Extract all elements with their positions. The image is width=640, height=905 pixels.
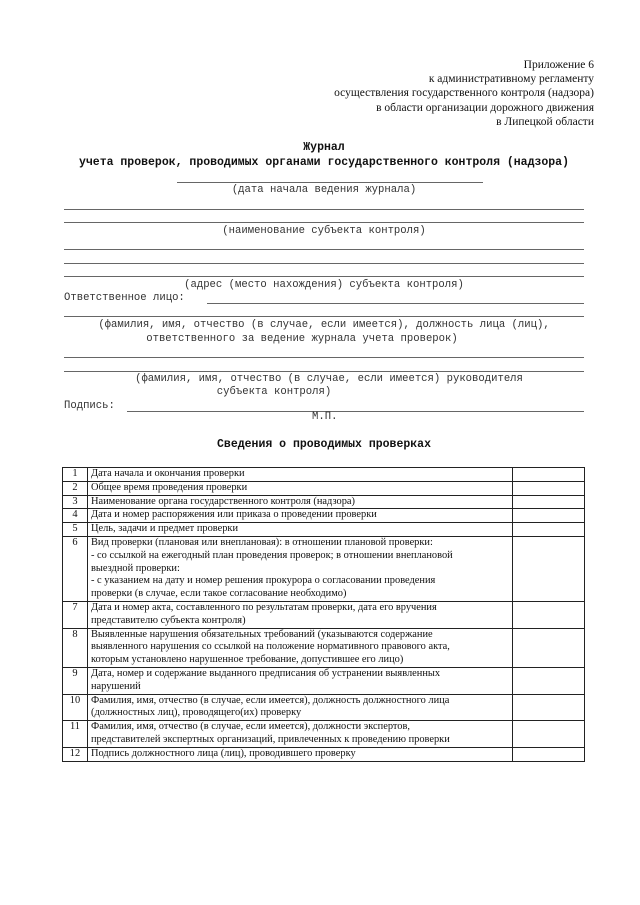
row-description-line: Вид проверки (плановая или внеплановая): в отношении плановой проверки: [91, 536, 433, 548]
table-row [63, 495, 585, 509]
checks-table [62, 467, 585, 762]
start-date-caption: (дата начала ведения журнала) [231, 184, 417, 196]
row-description-line: Дата и номер акта, составленного по результатам проверки, дата его вручения [91, 601, 437, 613]
row-description [88, 747, 513, 761]
row-description [88, 628, 513, 667]
row-value-cell[interactable] [513, 523, 585, 537]
row-value-cell[interactable] [513, 509, 585, 523]
signature-line [127, 411, 584, 412]
table-row [63, 721, 585, 748]
row-value-cell[interactable] [513, 628, 585, 667]
table-row [63, 667, 585, 694]
row-description-line: представителю субъекта контроля) [91, 614, 246, 626]
row-description-line: выявленного нарушения со ссылкой на положение нормативного правового акта, [91, 641, 450, 653]
row-description-line: Дата, номер и содержание выданного предписания об устранении выявленных [91, 667, 441, 679]
subject-name-line [64, 222, 584, 223]
responsible-line [207, 303, 584, 304]
table-row [63, 601, 585, 628]
row-description [88, 721, 513, 748]
appendix-line: в области организации дорожного движения [376, 101, 594, 114]
row-description-line: выездной проверки: [91, 562, 180, 574]
head-caption: субъекта контроля) [216, 386, 332, 398]
row-number: 9 [63, 667, 88, 694]
row-description [88, 601, 513, 628]
table-row [63, 536, 585, 601]
subject-name-caption: (наименование субъекта контроля) [222, 225, 426, 237]
table-row [63, 481, 585, 495]
table-row [63, 694, 585, 721]
row-description [88, 481, 513, 495]
row-value-cell[interactable] [513, 536, 585, 601]
subject-address-caption: (адрес (место нахождения) субъекта контроля) [184, 279, 464, 291]
row-description-line: - со ссылкой на ежегодный план проведения проверок; в отношении внеплановой [91, 549, 453, 561]
row-description-line: Общее время проведения проверки [91, 481, 248, 493]
table-row [63, 468, 585, 482]
row-description [88, 468, 513, 482]
responsible-caption: (фамилия, имя, отчество (в случае, если имеется), должность лица (лиц), [98, 319, 550, 331]
table-row [63, 509, 585, 523]
subject-address-line [64, 249, 584, 250]
subject-address-line [64, 276, 584, 277]
row-number: 7 [63, 601, 88, 628]
table-row [63, 523, 585, 537]
row-description-line: Дата начала и окончания проверки [91, 468, 245, 479]
row-value-cell[interactable] [513, 667, 585, 694]
section-title: Сведения о проводимых проверках [217, 438, 431, 451]
row-description [88, 509, 513, 523]
row-number: 10 [63, 694, 88, 721]
table-row [63, 747, 585, 761]
subject-address-line [64, 263, 584, 264]
row-description-line: Подпись должностного лица (лиц), проводившего проверку [91, 747, 356, 759]
row-number: 11 [63, 721, 88, 748]
row-number: 12 [63, 747, 88, 761]
row-number: 2 [63, 481, 88, 495]
row-value-cell[interactable] [513, 747, 585, 761]
journal-subtitle: учета проверок, проводимых органами государственного контроля (надзора) [79, 156, 569, 169]
row-description [88, 667, 513, 694]
responsible-caption: ответственного за ведение журнала учета проверок) [146, 333, 458, 345]
row-number: 6 [63, 536, 88, 601]
row-number: 3 [63, 495, 88, 509]
row-number: 5 [63, 523, 88, 537]
row-description-line: представителей экспертных организаций, привлеченных к проведению проверки [91, 733, 450, 745]
head-line [64, 371, 584, 372]
stamp-label: М.П. [312, 411, 338, 423]
row-description-line: Фамилия, имя, отчество (в случае, если имеется), должность должностного лица [91, 694, 450, 706]
row-description-line: которым установлено нарушенное требование, допустившее его лицо) [91, 654, 404, 666]
appendix-header [264, 58, 594, 129]
appendix-line: осуществления государственного контроля (надзора) [334, 87, 594, 100]
row-description [88, 523, 513, 537]
head-line [64, 357, 584, 358]
row-value-cell[interactable] [513, 468, 585, 482]
row-number: 1 [63, 468, 88, 482]
appendix-line: Приложение 6 [523, 59, 594, 71]
row-description-line: Фамилия, имя, отчество (в случае, если имеется), должности экспертов, [91, 721, 410, 733]
row-value-cell[interactable] [513, 694, 585, 721]
row-description-line: нарушений [91, 680, 141, 692]
row-value-cell[interactable] [513, 601, 585, 628]
responsible-label: Ответственное лицо: [64, 292, 185, 304]
start-date-line [177, 182, 483, 183]
row-description [88, 694, 513, 721]
row-value-cell[interactable] [513, 721, 585, 748]
row-description-line: (должностных лиц), проводящего(их) проверку [91, 707, 302, 719]
signature-label: Подпись: [64, 400, 115, 412]
row-description-line: - с указанием на дату и номер решения прокурора о согласовании проведения [91, 575, 436, 587]
row-description-line: Цель, задачи и предмет проверки [91, 523, 239, 535]
row-description-line: Выявленные нарушения обязательных требований (указываются содержание [91, 628, 433, 640]
row-description [88, 495, 513, 509]
responsible-line [64, 316, 584, 317]
head-caption: (фамилия, имя, отчество (в случае, если имеется) руководителя [135, 373, 523, 385]
row-number: 8 [63, 628, 88, 667]
row-description-line: Наименование органа государственного контроля (надзора) [91, 495, 355, 507]
row-description-line: проверки (в случае, если такое согласование необходимо) [91, 588, 347, 600]
table-row [63, 628, 585, 667]
row-description [88, 536, 513, 601]
row-value-cell[interactable] [513, 495, 585, 509]
appendix-line: к административному регламенту [428, 73, 594, 86]
appendix-line: в Липецкой области [496, 115, 594, 128]
subject-name-line [64, 209, 584, 210]
row-number: 4 [63, 509, 88, 523]
row-description-line: Дата и номер распоряжения или приказа о проведении проверки [91, 509, 377, 521]
journal-title: Журнал [303, 141, 345, 154]
row-value-cell[interactable] [513, 481, 585, 495]
